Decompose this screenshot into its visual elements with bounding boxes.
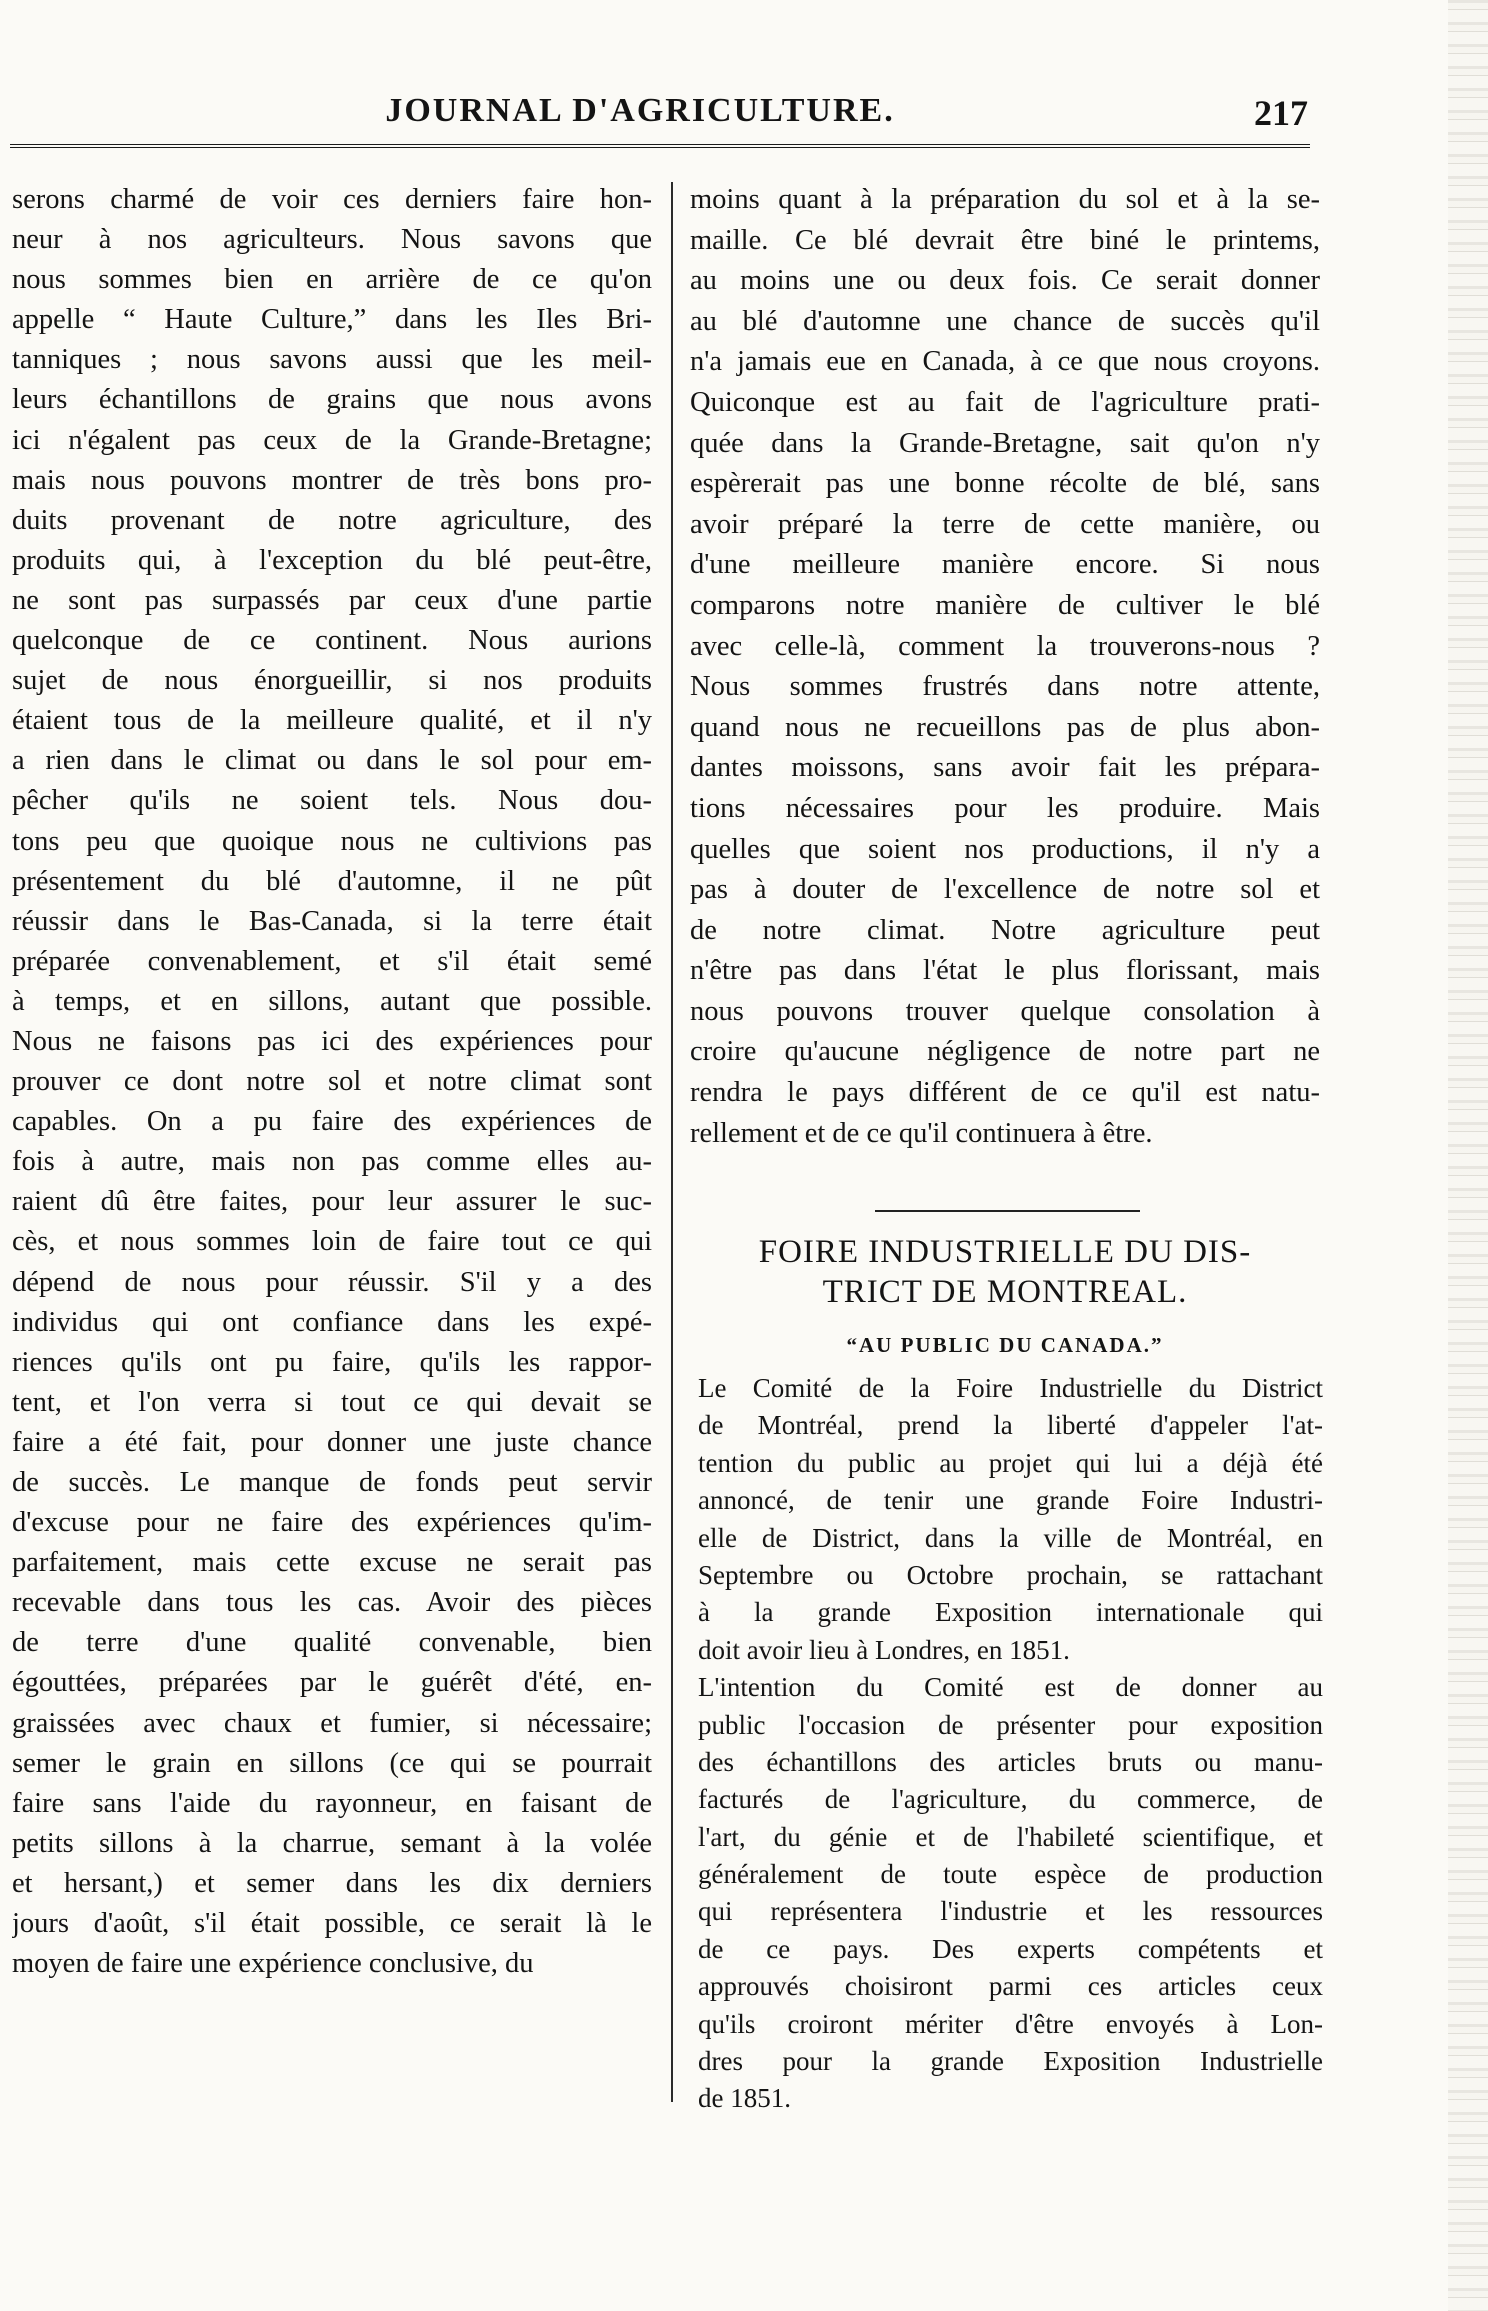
text-line: facturés de l'agriculture, du commerce, de <box>698 1784 1323 1815</box>
text-line: Nous ne faisons pas ici des expériences pour <box>12 1025 652 1057</box>
text-line: au moins une ou deux fois. Ce serait donner <box>690 265 1320 297</box>
column-divider <box>671 182 673 2102</box>
text-line: et hersant,) et semer dans les dix derniers <box>12 1867 652 1899</box>
text-line: tions nécessaires pour les produire. Mais <box>690 792 1320 824</box>
text-line: leurs échantillons de grains que nous avons <box>12 384 652 416</box>
text-line: quelconque de ce continent. Nous aurions <box>12 625 652 657</box>
text-line: Septembre ou Octobre prochain, se rattachant <box>698 1559 1323 1590</box>
text-line: recevable dans tous les cas. Avoir des pièces <box>12 1587 652 1619</box>
text-line: de notre climat. Notre agriculture peut <box>690 914 1320 946</box>
text-line: neur à nos agriculteurs. Nous savons que <box>12 224 652 256</box>
text-line: l'art, du génie et de l'habileté scientifique, et <box>698 1821 1323 1852</box>
text-line: quelles que soient nos productions, il n'y a <box>690 833 1320 865</box>
text-line: avoir préparé la terre de cette manière, ou <box>690 508 1320 540</box>
text-line: pêcher qu'ils ne soient tels. Nous dou- <box>12 785 652 817</box>
text-line: parfaitement, mais cette excuse ne serait pas <box>12 1547 652 1579</box>
text-line: Quiconque est au fait de l'agriculture prati- <box>690 386 1320 418</box>
text-line: moyen de faire une expérience conclusive, du <box>12 1948 534 1980</box>
text-line: duits provenant de notre agriculture, des <box>12 504 652 536</box>
text-line: sujet de nous énorgueillir, si nos produits <box>12 665 652 697</box>
text-line: de succès. Le manque de fonds peut servir <box>12 1467 652 1498</box>
running-title: JOURNAL D'AGRICULTURE. <box>385 92 895 129</box>
text-line: comparons notre manière de cultiver le blé <box>690 589 1320 621</box>
text-line: serons charmé de voir ces derniers faire hon- <box>12 184 652 215</box>
text-line: raient dû être faites, pour leur assurer le suc- <box>12 1186 652 1218</box>
text-line: ne sont pas surpassés par ceux d'une partie <box>12 584 652 616</box>
text-line: tons peu que quoique nous ne cultivions pas <box>12 825 652 857</box>
text-line: de 1851. <box>698 2083 791 2114</box>
text-line: préparée convenablement, et s'il était semé <box>12 945 652 977</box>
section-rule <box>875 1210 1140 1212</box>
text-line: présentement du blé d'automne, il ne pût <box>12 865 652 897</box>
text-line: Le Comité de la Foire Industrielle du District <box>698 1373 1323 1403</box>
text-line: approuvés choisiront parmi ces articles ceux <box>698 1971 1323 2002</box>
text-line: quée dans la Grande-Bretagne, sait qu'on n'y <box>690 427 1320 459</box>
text-line: dres pour la grande Exposition Industrielle <box>698 2046 1323 2077</box>
text-line: semer le grain en sillons (ce qui se pourrait <box>12 1747 652 1779</box>
text-line: prouver ce dont notre sol et notre climat sont <box>12 1066 652 1098</box>
text-line: à la grande Exposition internationale qui <box>698 1597 1323 1628</box>
text-line: dépend de nous pour réussir. S'il y a des <box>12 1266 652 1298</box>
text-line: nous pouvons trouver quelque consolation à <box>690 995 1320 1027</box>
text-line: avec celle-là, comment la trouverons-nous ? <box>690 630 1320 662</box>
text-line: qu'ils croiront mériter d'être envoyés à Lon- <box>698 2008 1323 2039</box>
text-line: riences qu'ils ont pu faire, qu'ils les rappor- <box>12 1346 652 1378</box>
section-subheading: “AU PUBLIC DU CANADA.” <box>846 1333 1164 1357</box>
text-line: tent, et l'on verra si tout ce qui devait se <box>12 1386 652 1418</box>
text-line: égouttées, préparées par le guérêt d'été, en- <box>12 1667 652 1699</box>
section-heading-line: TRICT DE MONTREAL. <box>822 1274 1188 1310</box>
text-line: doit avoir lieu à Londres, en 1851. <box>698 1634 1070 1665</box>
text-line: de ce pays. Des experts compétents et <box>698 1933 1323 1964</box>
left-column <box>12 180 652 1984</box>
text-line: qui représentera l'industrie et les ressources <box>698 1896 1323 1927</box>
text-line: a rien dans le climat ou dans le sol pour em- <box>12 745 652 777</box>
text-line: graissées avec chaux et fumier, si nécessaire; <box>12 1707 652 1739</box>
text-line: étaient tous de la meilleure qualité, et il n'y <box>12 705 652 737</box>
text-line: dantes moissons, sans avoir fait les prépara- <box>690 752 1320 784</box>
text-line: rellement et de ce qu'il continuera à être. <box>690 1117 1153 1149</box>
text-line: tanniques ; nous savons aussi que les meil- <box>12 344 652 376</box>
page-header <box>0 92 1488 152</box>
text-line: appelle “ Haute Culture,” dans les Iles Bri- <box>12 304 652 336</box>
text-line: des échantillons des articles bruts ou manu- <box>698 1746 1323 1777</box>
text-line: maille. Ce blé devrait être biné le printems, <box>690 224 1320 256</box>
text-line: réussir dans le Bas-Canada, si la terre était <box>12 905 652 937</box>
text-line: moins quant à la préparation du sol et à la se- <box>690 184 1320 215</box>
text-line: public l'occasion de présenter pour exposition <box>698 1709 1323 1740</box>
text-line: petits sillons à la charrue, semant à la volée <box>12 1827 652 1859</box>
text-line: de Montréal, prend la liberté d'appeler l'at- <box>698 1410 1323 1441</box>
text-line: espèrerait pas une bonne récolte de blé, sans <box>690 468 1320 500</box>
text-line: mais nous pouvons montrer de très bons pro- <box>12 464 652 496</box>
text-line: cès, et nous sommes loin de faire tout ce qui <box>12 1226 652 1258</box>
text-line: faire a été fait, pour donner une juste chance <box>12 1426 652 1458</box>
notice-body <box>698 1370 1323 2118</box>
text-line: capables. On a pu faire des expériences de <box>12 1106 652 1138</box>
section-heading-line: FOIRE INDUSTRIELLE DU DIS- <box>758 1234 1252 1270</box>
header-rule <box>10 144 1310 148</box>
section-heading <box>690 1232 1320 1312</box>
text-line: d'une meilleure manière encore. Si nous <box>690 549 1320 581</box>
text-line: Nous sommes frustrés dans notre attente, <box>690 671 1320 703</box>
text-line: de terre d'une qualité convenable, bien <box>12 1627 652 1659</box>
text-line: annoncé, de tenir une grande Foire Industri- <box>698 1485 1323 1516</box>
page-number: 217 <box>1254 93 1308 133</box>
scan-edge <box>1448 0 1488 2311</box>
text-line: nous sommes bien en arrière de ce qu'on <box>12 264 652 296</box>
text-line: fois à autre, mais non pas comme elles au- <box>12 1146 652 1178</box>
text-line: faire sans l'aide du rayonneur, en faisant de <box>12 1787 652 1819</box>
text-line: ici n'égalent pas ceux de la Grande-Bretagne; <box>12 424 652 456</box>
text-line: rendra le pays différent de ce qu'il est natu- <box>690 1077 1320 1109</box>
text-line: croire qu'aucune négligence de notre part ne <box>690 1036 1320 1068</box>
text-line: tention du public au projet qui lui a déjà été <box>698 1447 1323 1478</box>
text-line: n'être pas dans l'état le plus florissant, mais <box>690 955 1320 987</box>
text-line: individus qui ont confiance dans les expé- <box>12 1306 652 1338</box>
text-line: au blé d'automne une chance de succès qu'il <box>690 305 1320 337</box>
text-line: L'intention du Comité est de donner au <box>698 1672 1323 1703</box>
right-column <box>690 180 1320 1154</box>
text-line: produits qui, à l'exception du blé peut-être, <box>12 544 652 576</box>
text-line: n'a jamais eue en Canada, à ce que nous croyons. <box>690 346 1320 378</box>
text-line: à temps, et en sillons, autant que possible. <box>12 985 652 1017</box>
text-line: d'excuse pour ne faire des expériences qu'im- <box>12 1507 652 1539</box>
text-line: pas à douter de l'excellence de notre sol et <box>690 874 1320 906</box>
text-line: elle de District, dans la ville de Montréal, en <box>698 1522 1323 1553</box>
text-line: généralement de toute espèce de production <box>698 1859 1323 1890</box>
text-line: jours d'août, s'il était possible, ce serait là le <box>12 1908 652 1940</box>
text-line: quand nous ne recueillons pas de plus abon- <box>690 711 1320 743</box>
